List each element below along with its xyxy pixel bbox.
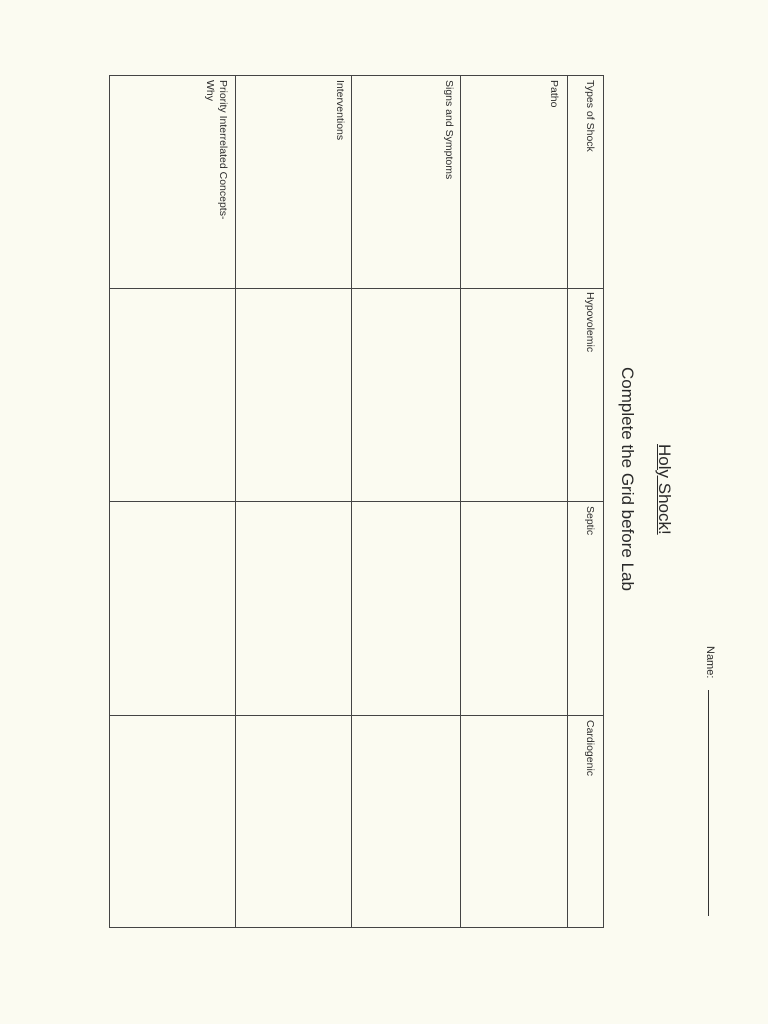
column-header-septic: Septic [584,506,596,536]
column-header-hypovolemic: Hypovolemic [584,292,596,353]
page-subtitle: Complete the Grid before Lab [618,367,637,591]
name-field-line[interactable] [708,690,709,916]
row-label-signs-symptoms: Signs and Symptoms [443,80,455,180]
row-label-priority-concepts: Priority Interrelated Concepts- [217,80,229,220]
grid-divider [109,501,604,502]
grid-corner-label: Types of Shock [584,80,596,152]
grid-divider [109,715,604,716]
grid-border-bottom [109,927,604,928]
grid-border-top [109,75,604,76]
grid-divider [109,288,604,289]
name-label: Name: [704,646,716,679]
row-label-why: Why [204,80,216,101]
row-label-interventions: Interventions [334,80,346,141]
page-title: Holy Shock! [655,444,674,535]
row-label-patho: Patho [548,80,560,108]
column-header-cardiogenic: Cardiogenic [584,720,596,777]
